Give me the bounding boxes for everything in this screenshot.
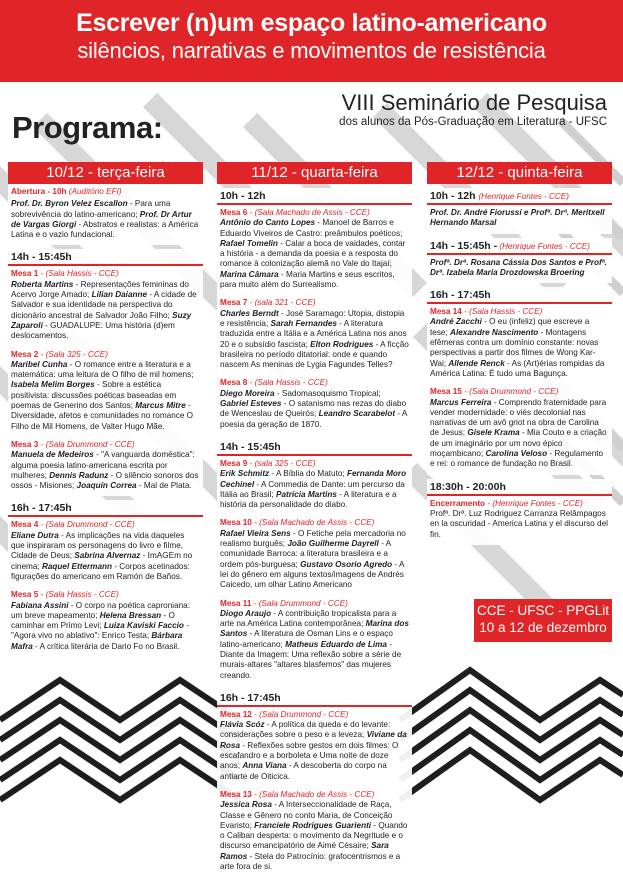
seminar-title: VIII Seminário de Pesquisa bbox=[341, 90, 607, 115]
mesa-1: Mesa 1 - (Sala Hassis - CCE) Roberta Martins - Representações femininas do Acervo Jorge Amado; Lilian Daianne - A cidade de Salvador e sua identidade na perspectiva do dicionário ancestral de Salvador João Filho; Suzy Zaparoli - GUADALUPE: Uma história (d)em deslocamentos. bbox=[8, 266, 203, 346]
encerramento: Encerramento - (Henrique Fontes - CCE) Profª. Drª. Luz Rodriguez Carranza Relâmpagos en la oscuridad - America Latina y el discurso del fin. bbox=[427, 496, 612, 545]
time-slot-1: 14h - 15:45h bbox=[8, 249, 203, 266]
day-header-3: 12/12 - quinta-feira bbox=[427, 162, 612, 184]
location-dates-box bbox=[474, 599, 612, 642]
column-day-1 bbox=[8, 162, 203, 657]
abertura-text: Prof. Dr. Byron Velez Escallon - Para uma sobrevivência do latino-americano; Prof. Dr Artur de Vargas Giorgi - Abstratos e realistas: a América Latina e o vazio fundacional. bbox=[11, 199, 199, 240]
programa-heading: Programa: bbox=[12, 110, 163, 145]
mesa-10: Mesa 10 - (Sala Machado de Assis - CCE) Rafael Vieira Sens - O Fetiche pela mercadoria no realismo burguês; João Guilherme Dayrell - A comunidade Barroca: a literatura brasileira e a ordem pós-burguesa; Gustavo Osorio Agredo - A lei do gênero em alguns textos/imagens de Andrés Caicedo, um olhar Latino Americano bbox=[217, 515, 412, 595]
mesa-13: Mesa 13 - (Sala Machado de Assis - CCE) Jessica Rosa - A Interseccionalidade de Raça, Classe e Gênero no conto Maria, de Conceição Evaristo; Franciele Rodrigues Guarienti - Quando o Caliban desperta: o movimento da Negritude e o discurso emancipatório de Aimé Césaire; Sara Ramos - Stela do Patrocínio: grafocentrismos e a arte fora de si. bbox=[217, 787, 412, 877]
mesa-12: Mesa 12 - (Sala Drummond - CCE) Flávia Scóz - A política da queda e do levante: considerações sobre o peso e a leveza; Viviane da Rosa - Reflexões sobre gestos em dois filmes: O escafandro e a borboleta e Uma noite de doze anos; Anna Viana - A descoberta do corpo na antiarte de Oiticica. bbox=[217, 707, 412, 787]
header-banner bbox=[0, 0, 623, 82]
time-slot-8: 16h - 17:45h bbox=[427, 287, 612, 304]
abertura-block bbox=[8, 184, 203, 245]
column-day-3 bbox=[427, 162, 612, 545]
mesa-7: Mesa 7 - (sala 321 - CCE) Charles Berndt - José Saramago: Utopia, distopia e resistência; Sarah Fernandes - A literatura traduzida entre a Itália e a América Latina nos anos 20 e o subsídio fascista; Elton Rodrigues - A ficção brasileira no período ditatorial: onde e quando nascem As meninas de Lygia Fagundes Telles? bbox=[217, 295, 412, 375]
seminar-info bbox=[339, 90, 607, 128]
event-title: Escrever (n)um espaço latino-americano bbox=[76, 9, 547, 37]
plenary-1: Prof. Dr. André Fiorussi e Profª. Drª. Meritxell Hernando Marsal bbox=[427, 205, 612, 234]
mesa-9: Mesa 9 - (sala 325 - CCE) Erik Schmitz - A Bíblia do Matuto; Fernanda Moro Cechinel - A Commedia de Dante: um percurso da Itália ao Brasil; Patrícia Martins - A literatura e a história da personalidade do diabo. bbox=[217, 456, 412, 515]
column-day-2 bbox=[217, 162, 412, 877]
time-slot-3: 10h - 12h bbox=[217, 188, 412, 205]
plenary-2: Profª. Drª. Rosana Cássia Dos Santos e Profª. Drª. Izabela Maria Drozdowska Broering bbox=[427, 255, 612, 284]
mesa-2: Mesa 2 - (Sala 325 - CCE) Maribel Cunha - O romance entre a literatura e a matemática: uma leitura de O filho de mil homens; Isabela Melim Borges - Sobre a estética positivista: discussões poéticas baseadas em poemas de Generino dos Santos; Marcus Mitre - Diversidade, afetos e comunidades no romance O Filho de Mil Homens, de Valter Hugo Mãe. bbox=[8, 347, 203, 437]
mesa-15: Mesa 15 - (Sala Drummond - CCE) Marcus Ferreira - Comprendo fraternidade para vender modernidade: o viés decolonial nas narrativas de um avô griot na obra de Carolina de Jesus; Gisele Krama - Mia Couto e a criação de um imaginário por um novo épico moçambicano; Carolina Veloso - Regulamento e rei: o romance de fundação no Brasil. bbox=[427, 384, 612, 474]
mesa-4: Mesa 4 - (Sala Drummond - CCE) Eliane Dutra - As implicações na vida daqueles que inspiraram os personagens do livro e filme, Cidade de Deus; Sabrina Alvernaz - ImAGEm no cinema; Raquel Ettermann - Corpos acetinados: figurações do americano em Ramón de Baños. bbox=[8, 517, 203, 587]
mesa-5: Mesa 5 - (Sala Hassis - CCE) Fabiana Assini - O corpo na poética caproniana: um breve mapeamento; Helena Bressan - O caminhar em Primo Levi; Luiza Kaviski Faccio - "Agora vivo no ablativo": Enrico Testa; Bárbara Mafra - A crítica literária de Dario Fo no Brasil. bbox=[8, 587, 203, 657]
time-slot-6: 10h - 12h (Henrique Fontes - CCE) bbox=[427, 188, 612, 205]
day-header-2: 11/12 - quarta-feira bbox=[217, 162, 412, 184]
time-slot-5: 16h - 17:45h bbox=[217, 690, 412, 707]
time-slot-9: 18:30h - 20:00h bbox=[427, 479, 612, 496]
abertura-heading: Abertura - 10h (Auditório EFI) bbox=[11, 187, 122, 196]
time-slot-7: 14h - 15:45h - (Henrique Fontes - CCE) bbox=[427, 238, 612, 255]
dates-line: 10 a 12 de dezembro bbox=[479, 620, 607, 635]
mesa-14: Mesa 14 - (Sala Hassis - CCE) André Zacchi - O eu (infeliz) que escreve a tese; Alexandre Nascimento - Montagens efêmeras contra um domínio constante: novas perspectivas a partir dos filmes de Wong Kar-Wai; Allende Renck - As (Art)érias rompidas da América Latina: É tudo uma Bagunça. bbox=[427, 304, 612, 384]
event-subtitle: silêncios, narrativas e movimentos de resistência bbox=[77, 38, 546, 63]
time-slot-2: 16h - 17:45h bbox=[8, 500, 203, 517]
mesa-11: Mesa 11 - (Sala Drummond - CCE) Diogo Araujo - A contribuição tropicalista para a arte na América Latina contemporânea; Marina dos Santos - A literatura de Osman Lins e o espaço latino-americano; Matheus Eduardo de Lima - Diante da Imagem: Uma reflexão sobre a série de murais-altares "altares blasfemos" das mujeres creando. bbox=[217, 596, 412, 686]
mesa-3: Mesa 3 - (Sala Drummond - CCE) Manuela de Medeiros - "A vanguarda doméstica": alguma poesia latino-americana escrita por mulheres; Dennis Radunz - O silêncio sonoros dos ossos - Misiones; Joaquín Correa - Mal de Plata. bbox=[8, 437, 203, 496]
day-header-1: 10/12 - terça-feira bbox=[8, 162, 203, 184]
location-line: CCE - UFSC - PPGLit bbox=[476, 603, 609, 618]
seminar-subtitle: dos alunos da Pós-Graduação em Literatura - UFSC bbox=[339, 116, 607, 128]
time-slot-4: 14h - 15:45h bbox=[217, 439, 412, 456]
mesa-6: Mesa 6 - (Sala Machado de Assis - CCE) Antônio do Canto Lopes - Manoel de Barros e Eduardo Viveiros de Castro: preâmbulos poéticos; Rafael Tomelin - Calar a boca de vaidades, contar a história - a demanda da poesia e a resposta do romance à colonização alemã no Vale do Itajaí; Marina Câmara - Maria Martins e seus escritos, para muito além do Surrealismo. bbox=[217, 205, 412, 295]
mesa-8: Mesa 8 - (Sala Hassis - CCE) Diego Moreira - Sadomasoquismo Tropical; Gabriel Esteves - O satanismo nas rezas do diabo de Wenceslau de Queirós; Leandro Scarabelot - A poesia da geração de 1870. bbox=[217, 375, 412, 434]
